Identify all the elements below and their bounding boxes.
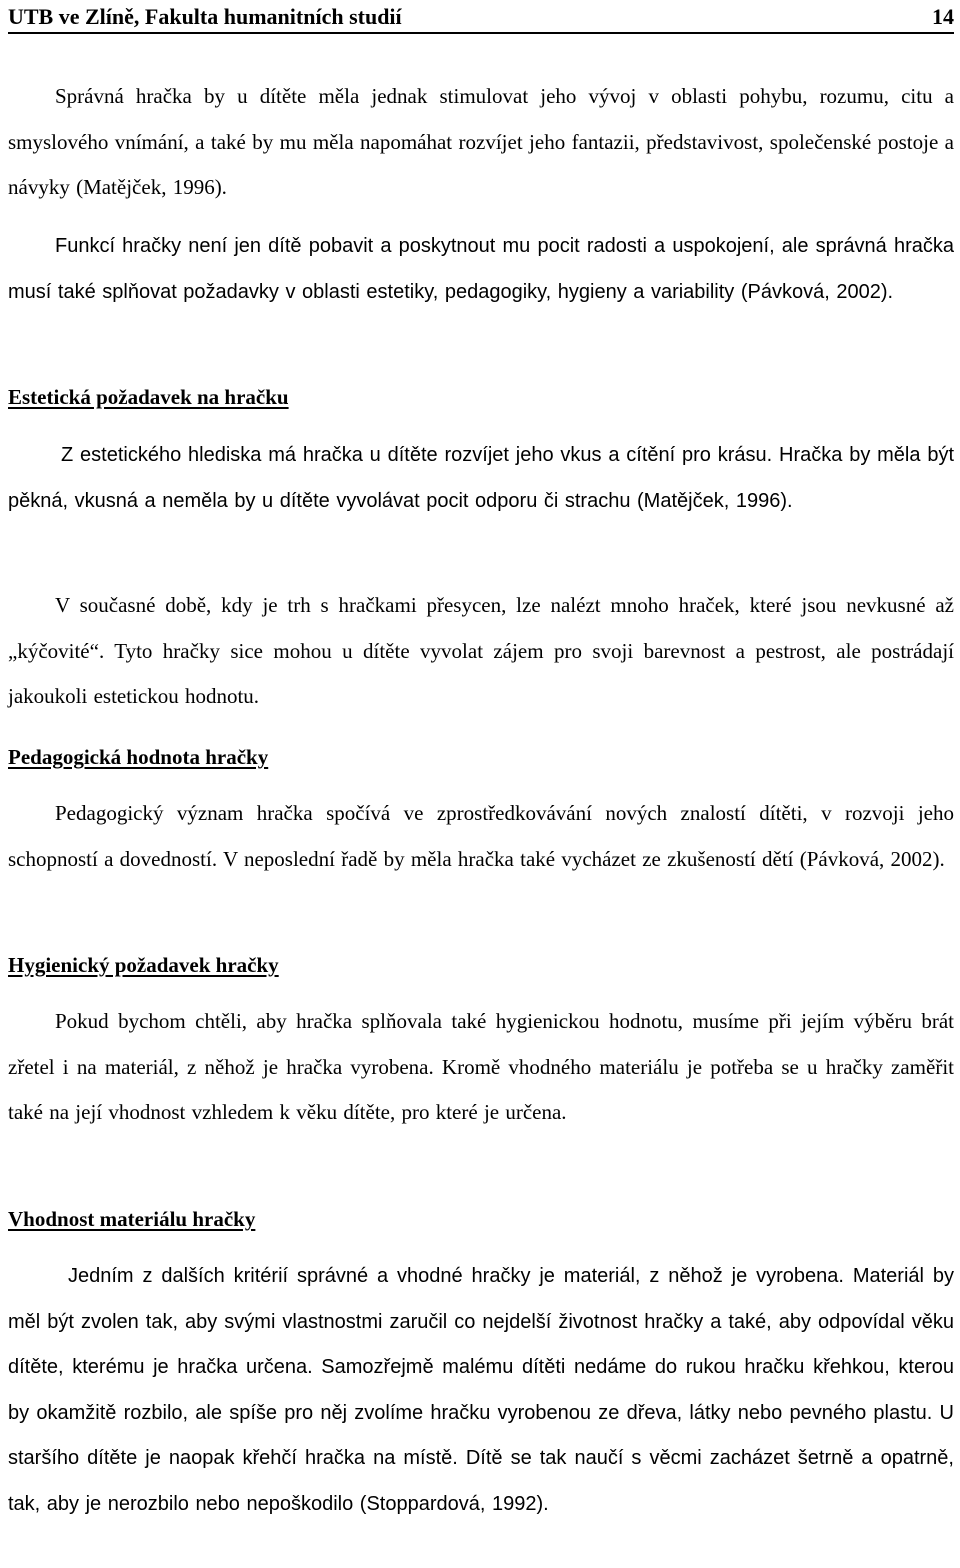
paragraph-material: Jedním z dalších kritérií správné a vhodné hračky je materiál, z něhož je vyrobena. Materiál by měl být zvolen tak, aby svými vlastnostmi zaručil co nejdelší životnost hračky a také, aby odpovídal věku dítěte, kterému je hračka určena. Samozřejmě malému dítěti nedáme do rukou hračku křehkou, kterou by okamžitě rozbilo, ale spíše pro něj zvolíme hračku vyrobenou ze dřeva, látky nebo pevného plastu. U staršího dítěte je naopak křehčí hračka na místě. Dítě se tak naučí s věcmi zacházet šetrně a opatrně, tak, aby je nerozbilo nebo nepoškodilo (Stoppardová, 1992). <box>8 1265 954 1515</box>
page-header <box>8 0 954 34</box>
heading-pedagogical-text: Pedagogická hodnota hračky <box>8 745 269 769</box>
paragraph-aesthetic: Z estetického hlediska má hračka u dítěte rozvíjet jeho vkus a cítění pro krásu. Hračka by měla být pěkná, vkusná a neměla by u dítěte vyvolávat pocit odporu či strachu (Matějček, 1996). <box>8 444 954 512</box>
heading-pedagogical <box>8 737 954 777</box>
header-title: UTB ve Zlíně, Fakulta humanitních studií <box>8 4 402 29</box>
heading-aesthetic-text: Estetická požadavek na hračku <box>8 385 289 409</box>
paragraph-function: Funkcí hračky není jen dítě pobavit a poskytnout mu pocit radosti a uspokojení, ale správná hračka musí také splňovat požadavky v oblasti estetiky, pedagogiky, hygieny a variability (Pávková, 2002). <box>8 235 954 303</box>
heading-material-text: Vhodnost materiálu hračky <box>8 1207 256 1231</box>
heading-hygienic <box>8 945 954 985</box>
paragraph-kitsch: V současné době, kdy je trh s hračkami přesycen, lze nalézt mnoho hraček, které jsou nevkusné až „kýčovité“. Tyto hračky sice mohou u dítěte vyvolat zájem pro svoji barevnost a pestrost, ale postrádají jakoukoli estetickou hodnotu. <box>8 593 954 708</box>
heading-aesthetic <box>8 377 954 417</box>
paragraph-hygienic: Pokud bychom chtěli, aby hračka splňovala také hygienickou hodnotu, musíme při jejím výběru brát zřetel i na materiál, z něhož je hračka vyrobena. Kromě vhodného materiálu je potřeba se u hračky zaměřit také na její vhodnost vzhledem k věku dítěte, pro které je určena. <box>8 1009 954 1124</box>
heading-material <box>8 1199 954 1239</box>
heading-hygienic-text: Hygienický požadavek hračky <box>8 953 279 977</box>
page-number: 14 <box>932 4 954 29</box>
document-page <box>8 0 954 1515</box>
paragraph-intro: Správná hračka by u dítěte měla jednak stimulovat jeho vývoj v oblasti pohybu, rozumu, citu a smyslového vnímání, a také by mu měla napomáhat rozvíjet jeho fantazii, představivost, společenské postoje a návyky (Matějček, 1996). <box>8 84 954 199</box>
paragraph-pedagogical: Pedagogický význam hračka spočívá ve zprostředkovávání nových znalostí dítěti, v rozvoji jeho schopností a dovedností. V neposlední řadě by měla hračka také vycházet ze zkušeností dětí (Pávková, 2002). <box>8 801 954 871</box>
